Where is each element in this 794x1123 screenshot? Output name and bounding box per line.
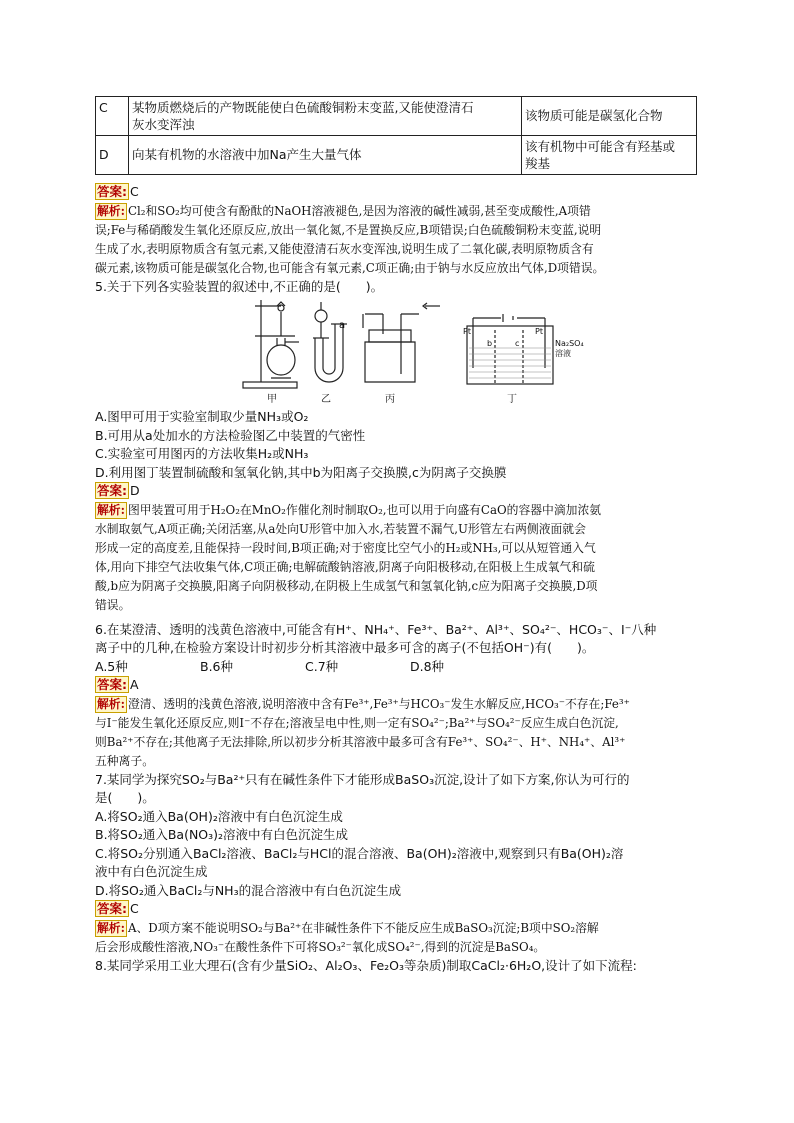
question-stem: 离子中的几种,在检验方案设计时初步分析其溶液中最多可含的离子(不包括OH⁻)有( )。 [95,640,595,655]
option-d: D.8种 [410,658,445,674]
q6-block [95,621,701,771]
apparatus-figure [235,298,695,408]
answer-value: C [130,901,139,916]
table-row [96,136,697,175]
figure-label-pt-right: Pt [535,327,543,336]
option-d: D.利用图丁装置制硫酸和氢氧化钠,其中b为阳离子交换膜,c为阴离子交换膜 [95,464,507,480]
analysis-line: 与I⁻能发生氧化还原反应,则I⁻不存在;溶液呈电中性,则一定有SO₄²⁻;Ba²⁺与SO₄²⁻反应生成白色沉淀, [95,715,619,730]
option-b: B.将SO₂通入Ba(NO₃)₂溶液中有白色沉淀生成 [95,827,349,842]
figure-label-b: b [487,339,493,348]
options-table [95,96,697,175]
answer-value: C [130,184,139,199]
figure-label-c: c [515,339,520,348]
row-conclusion-line: 该有机物中可能含有羟基或 [525,139,676,154]
question-stem: 8.某同学采用工业大理石(含有少量SiO₂、Al₂O₃、Fe₂O₃等杂质)制取CaCl₂·6H₂O,设计了如下流程: [95,957,637,973]
row-key: D [96,136,129,175]
row-description [129,97,522,136]
analysis-badge: 解析: [97,696,125,711]
analysis-line: 生成了水,表明原物质含有氢元素,又能使澄清石灰水变浑浊,说明生成了二氧化碳,表明原物质含有 [95,241,594,256]
analysis-badge: 解析: [97,920,125,935]
option-c-continued: 液中有白色沉淀生成 [95,864,208,879]
option-a: A.将SO₂通入Ba(OH)₂溶液中有白色沉淀生成 [95,808,343,824]
question-stem: 5.关于下列各实验装置的叙述中,不正确的是( )。 [95,278,384,294]
analysis-line: 水制取氨气,A项正确;关闭活塞,从a处向U形管中加入水,若装置不漏气,U形管左右两侧液面就会 [95,521,586,536]
answer-badge: 答案: [97,483,127,498]
row-conclusion-line: 羧基 [525,156,551,171]
answer-badge: 答案: [97,184,127,199]
figure-label-yi: 乙 [321,394,331,405]
option-a: A.5种 [95,658,128,674]
analysis-line: 图甲装置可用于H₂O₂在MnO₂作催化剂时制取O₂,也可以用于向盛有CaO的容器中滴加浓氨 [127,502,602,517]
answer-badge: 答案: [97,677,127,692]
analysis-line: 酸,b应为阴离子交换膜,阳离子向阴极移动,在阴极上生成氢气和氢氧化钠,c应为阳离子交换膜,D项 [95,578,598,593]
figure-label-solution: 溶液 [555,349,571,358]
figure-label-jia: 甲 [267,394,277,405]
row-conclusion [522,136,697,175]
row-key: C [96,97,129,136]
analysis-line: 体,用向下排空气法收集气体,C项正确;电解硫酸钠溶液,阴离子向阳极移动,在阳极上生成氧气和硫 [95,559,595,574]
analysis-line: 误;Fe与稀硝酸发生氧化还原反应,放出一氧化氮,不是置换反应,B项错误;白色硫酸铜粉末变蓝,说明 [95,222,602,237]
option-c: C.7种 [305,658,339,674]
q7-block [95,771,701,957]
question-stem: 7.某同学为探究SO₂与Ba²⁺只有在碱性条件下才能形成BaSO₃沉淀,设计了如下方案,你认为可行的 [95,771,630,787]
analysis-line: 错误。 [95,597,131,612]
q8-block [95,957,701,976]
analysis-line: 五种离子。 [95,753,154,768]
question-stem: 6.在某澄清、透明的浅黄色溶液中,可能含有H⁺、NH₄⁺、Fe³⁺、Ba²⁺、Al³⁺、SO₄²⁻、HCO₃⁻、I⁻八种 [95,621,657,637]
row-description-line: 某物质燃烧后的产物既能使白色硫酸铜粉末变蓝,又能使澄清石 [132,100,474,115]
answer-value: D [130,483,140,498]
answer-badge: 答案: [97,901,127,916]
analysis-line: 碳元素,该物质可能是碳氢化合物,也可能含有氧元素,C项正确;由于钠与水反应放出气体,D项错误。 [95,260,605,275]
answer-value: A [130,677,139,692]
table-row [96,97,697,136]
figure-label-bing: 丙 [385,394,395,405]
analysis-line: Cl₂和SO₂均可使含有酚酞的NaOH溶液褪色,是因为溶液的碱性减弱,甚至变成酸性,A项错 [127,203,591,218]
analysis-line: 形成一定的高度差,且能保持一段时间,B项正确;对于密度比空气小的H₂或NH₃,可以从短管通入气 [95,540,596,555]
row-description-line: 灰水变浑浊 [132,117,195,132]
row-description-line: 向某有机物的水溶液中加Na产生大量气体 [132,147,362,162]
option-c: C.将SO₂分别通入BaCl₂溶液、BaCl₂与HCl的混合溶液、Ba(OH)₂溶液中,观察到只有Ba(OH)₂溶 [95,845,624,861]
analysis-badge: 解析: [97,502,125,517]
row-conclusion [522,97,697,136]
option-d: D.将SO₂通入BaCl₂与NH₃的混合溶液中有白色沉淀生成 [95,882,402,898]
option-b: B.可用从a处加水的方法检验图乙中装置的气密性 [95,427,366,443]
option-b: B.6种 [200,658,234,674]
figure-label-a: a [339,320,346,331]
analysis-line: 后会形成酸性溶液,NO₃⁻在酸性条件下可将SO₃²⁻氧化成SO₄²⁻,得到的沉淀是BaSO₄。 [95,939,546,954]
figure-label-na2so4: Na₂SO₄ [555,339,584,348]
question-stem: 是( )。 [95,790,155,805]
q4-block [95,183,701,278]
option-a: A.图甲可用于实验室制取少量NH₃或O₂ [95,409,309,424]
options-row [95,658,701,677]
q5-block [95,278,701,615]
figure-label-pt-left: Pt [463,327,471,336]
option-c: C.实验室可用图丙的方法收集H₂或NH₃ [95,446,309,461]
analysis-line: 澄清、透明的浅黄色溶液,说明溶液中含有Fe³⁺,Fe³⁺与HCO₃⁻发生水解反应,HCO₃⁻不存在;Fe³⁺ [127,696,630,711]
row-conclusion-line: 该物质可能是碳氢化合物 [525,108,663,123]
figure-label-ding: 丁 [507,394,517,405]
apparatus-diagram [235,298,695,408]
document-page [95,96,701,975]
analysis-line: 则Ba²⁺不存在;其他离子无法排除,所以初步分析其溶液中最多可含有Fe³⁺、SO₄²⁻、H⁺、NH₄⁺、Al³⁺ [95,734,626,749]
analysis-badge: 解析: [97,203,125,218]
analysis-line: A、D项方案不能说明SO₂与Ba²⁺在非碱性条件下不能反应生成BaSO₃沉淀;B项中SO₂溶解 [127,920,599,935]
row-description [129,136,522,175]
